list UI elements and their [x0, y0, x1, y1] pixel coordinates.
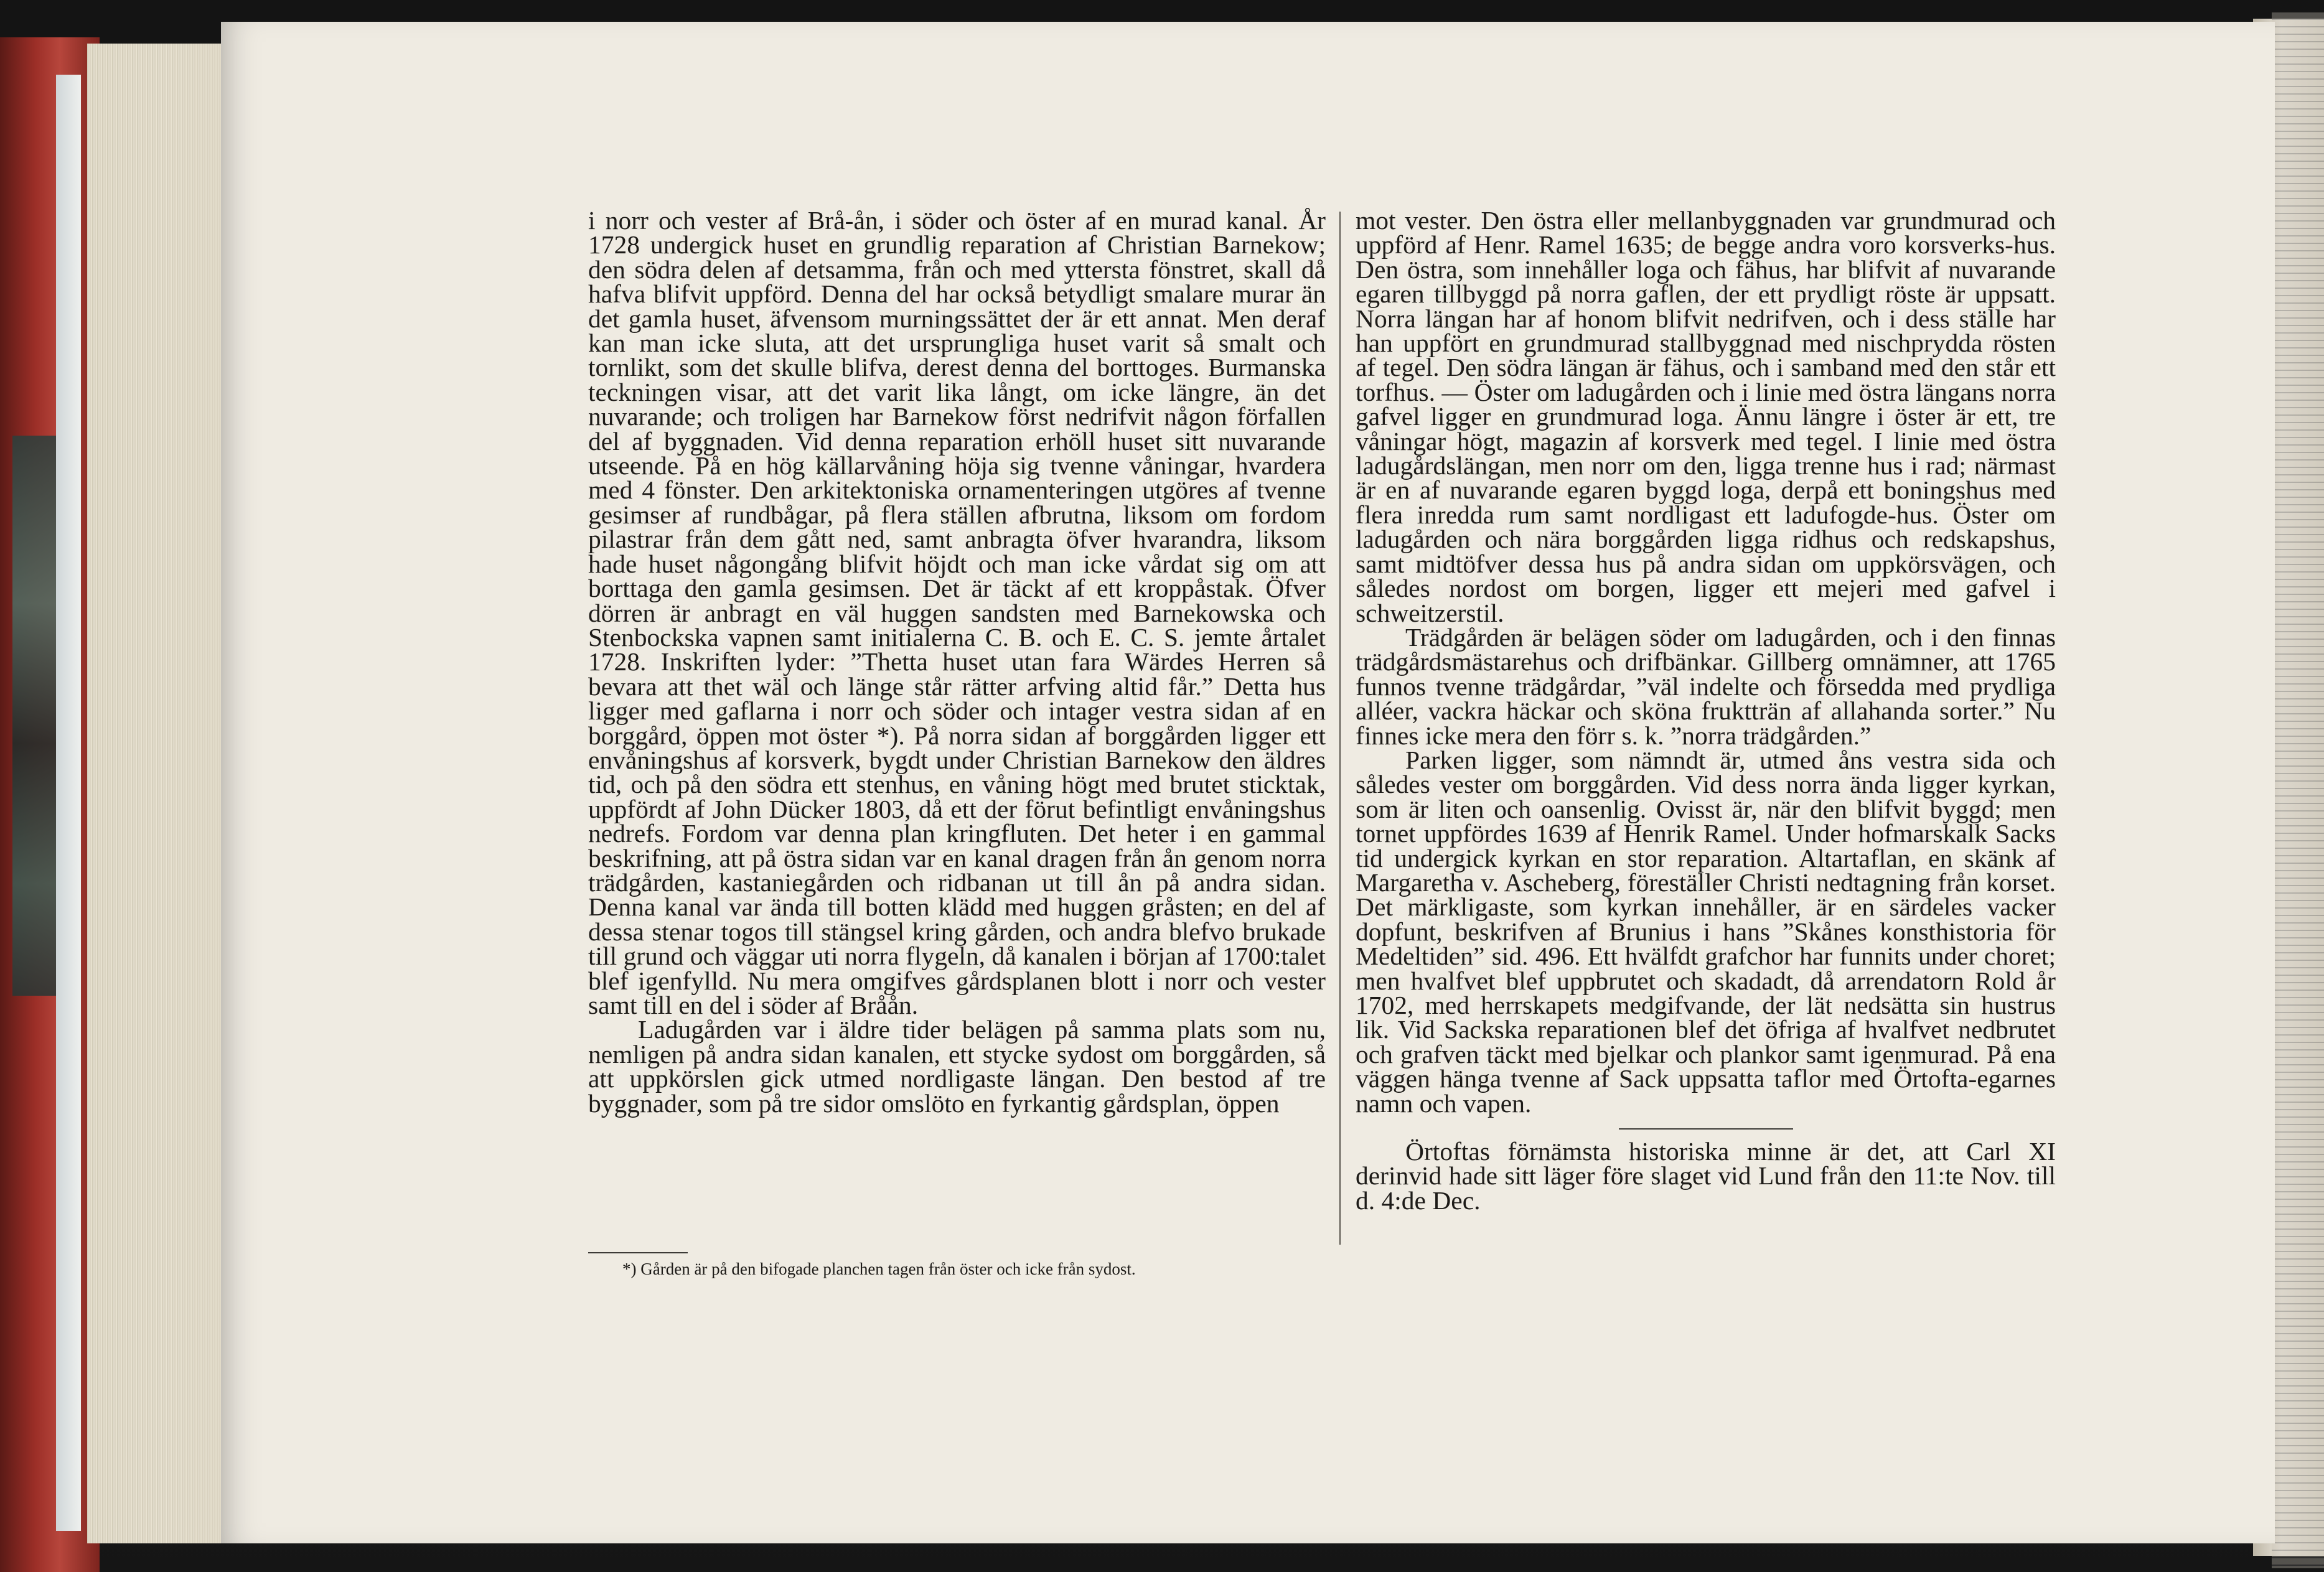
right-column	[1356, 208, 2056, 1213]
page-edges	[87, 44, 230, 1543]
footnote: *) Gården är på den bifogade planchen tagen från öster och icke från sydost.	[622, 1260, 1136, 1278]
paragraph: Parken ligger, som nämndt är, utmed åns vestra sida och således vester om borggården. Vid dess norra ända ligger kyrkan, som är liten och oansenlig. Ovisst är, när den blifvit byggd; men tornet uppfördes 1639 af Henrik Ramel. Under hofmarskalk Sacks tid undergick kyrkan en stor reparation. Altartaflan, en skänk af Margaretha v. Ascheberg, föreställer Christi nedtagning från korset. Det märkligaste, som kyrkan innehåller, är en särdeles vacker dopfunt, beskrifven af Brunius i hans ”Skånes konsthistoria för Medeltiden” sid. 496. Ett hvälfdt grafchor har funnits under choret; men hvalfvet blef uppbrutet och skadadt, då arrendatorn Rold år 1702, med herrskapets medgifvande, der lät nedsätta sin hustrus lik. Vid Sackska reparationen blef det öfriga af hvalfvet nedbrutet och grafven täckt med bjelkar och plankor samt igenmurad. På ena väggen hänga tvenne af Sack uppsatta taflor med Örtofta-egarnes namn och vapen.	[1356, 745, 2056, 1118]
paragraph: i norr och vester af Brå-ån, i söder och öster af en murad kanal. År 1728 undergick huset en grundlig reparation af Christian Barnekow; den södra delen af detsamma, från och med yttersta fönstret, skall då hafva blifvit uppförd. Denna del har också betydligt smalare murar än det gamla huset, äfvensom murningssättet der är ett annat. Men deraf kan man icke sluta, att det ursprungliga huset varit så smalt och tornlikt, som det skulle blifva, derest denna del borttoges. Burmanska teckningen visar, att det varit lika långt, om icke längre, än det nuvarande; och troligen har Barnekow först nedrifvit någon förfallen del af byggnaden. Vid denna reparation erhöll huset sitt nuvarande utseende. På en hög källarvåning höja sig tvenne våningar, hvardera med 4 fönster. Den arkitektoniska ornamenteringen utgöres af tvenne gesimser af rundbågar, på flera ställen afbrutna, liksom om fordom pilastrar från dem gått ned, samt anbragta öfver hvarandra, liksom hade huset någongång blifvit höjdt och man icke vårdat sig om att borttaga den gamla gesimsen. Det är täckt af ett kroppåstak. Öfver dörren är anbragt en väl huggen sandsten med Barnekowska och Stenbockska vapnen samt initialerna C. B. och E. C. S. jemte årtalet 1728. Inskriften lyder: ”Thetta huset utan fara Wärdes Herren så bevara att thet wäl och länge står rätter arfving altid får.” Detta hus ligger med gaflarna i norr och söder och intager vestra sidan af en borggård, öppen mot öster *). På norra sidan af borggården ligger ett envåningshus af korsverk, bygdt under Christian Barnekow den äldres tid, och på den södra ett stenhus, en våning högt med brutet sticktak, uppfördt af John Dücker 1803, då ett der förut befintligt envåningshus nedrefs. Fordom var denna plan kringfluten. Det heter i en gammal beskrifning, att på östra sidan var en kanal dragen från ån genom norra trädgården, kastaniegården och ridbanan ut till ån på andra sidan. Denna kanal var ända till botten klädd med huggen gråsten; en del af dessa stenar togos till stängsel kring gården, och andra blefvo brukade till grund och väggar uti norra flygeln, då kanalen i början af 1700:talet blef igenfylld. Nu mera omgifves gårdsplanen blott i norr och vester samt till en del i söder af Bråån.	[588, 206, 1326, 1019]
scale-ruler	[2272, 12, 2324, 1568]
endpaper	[56, 75, 81, 1531]
paragraph: Trädgården är belägen söder om ladugården, och i den finnas trädgårdsmästarehus och drifbänkar. Gillberg omnämner, att 1765 funnos tvenne trädgårdar, ”väl indelte och försedda med prydliga alléer, vackra häckar och sköna fruktträn af allahanda sorter.” Nu finnes icke mera den förr s. k. ”norra trädgården.”	[1356, 622, 2056, 750]
footnote-rule	[588, 1252, 688, 1253]
left-column	[588, 208, 1326, 1116]
paragraph: mot vester. Den östra eller mellanbyggnaden var grundmurad och uppförd af Henr. Ramel 1635; de begge andra voro korsverks-hus. Den östra, som innehåller loga och fähus, har blifvit af nuvarande egaren tillbyggd på norra gaflen, der ett prydligt röste är uppsatt. Norra längan har af honom blifvit nedrifven, och i dess ställe har han uppfört en grundmurad stallbyggnad med nischprydda rösten af tegel. Den södra längan är fähus, och i samband med den står ett torfhus. — Öster om ladugården och i linie med östra längans norra gafvel ligger en grundmurad loga. Ännu längre i öster är ett, tre våningar högt, magazin af korsverk med tegel. I linie med östra ladugårdslängan, men norr om den, ligga trenne hus i rad; närmast är en af nuvarande egaren byggd loga, derpå ett boningshus med flera inredda rum samt nordligast ett ladufogde-hus. Öster om ladugården och nära borggården ligga ridhus och redskapshus, samt midtöfver dessa hus på andra sidan om uppkörsvägen, och således nordost om borgen, ligger ett mejeri med gafvel i schweitzerstil.	[1356, 206, 2056, 627]
marbled-cover-edge	[12, 436, 56, 996]
paragraph: Ladugården var i äldre tider belägen på samma plats som nu, nemligen på andra sidan kanalen, ett stycke sydost om borggården, så att uppkörslen gick utmed nordligaste längan. Den bestod af tre byggnader, som på tre sidor omslöto en fyrkantig gårdsplan, öppen	[588, 1015, 1326, 1118]
section-separator	[1619, 1128, 1793, 1130]
paragraph: Örtoftas förnämsta historiska minne är det, att Carl XI derinvid hade sitt läger före slaget vid Lund från den 11:te Nov. till d. 4:de Dec.	[1356, 1137, 2056, 1215]
column-divider	[1339, 212, 1341, 1245]
